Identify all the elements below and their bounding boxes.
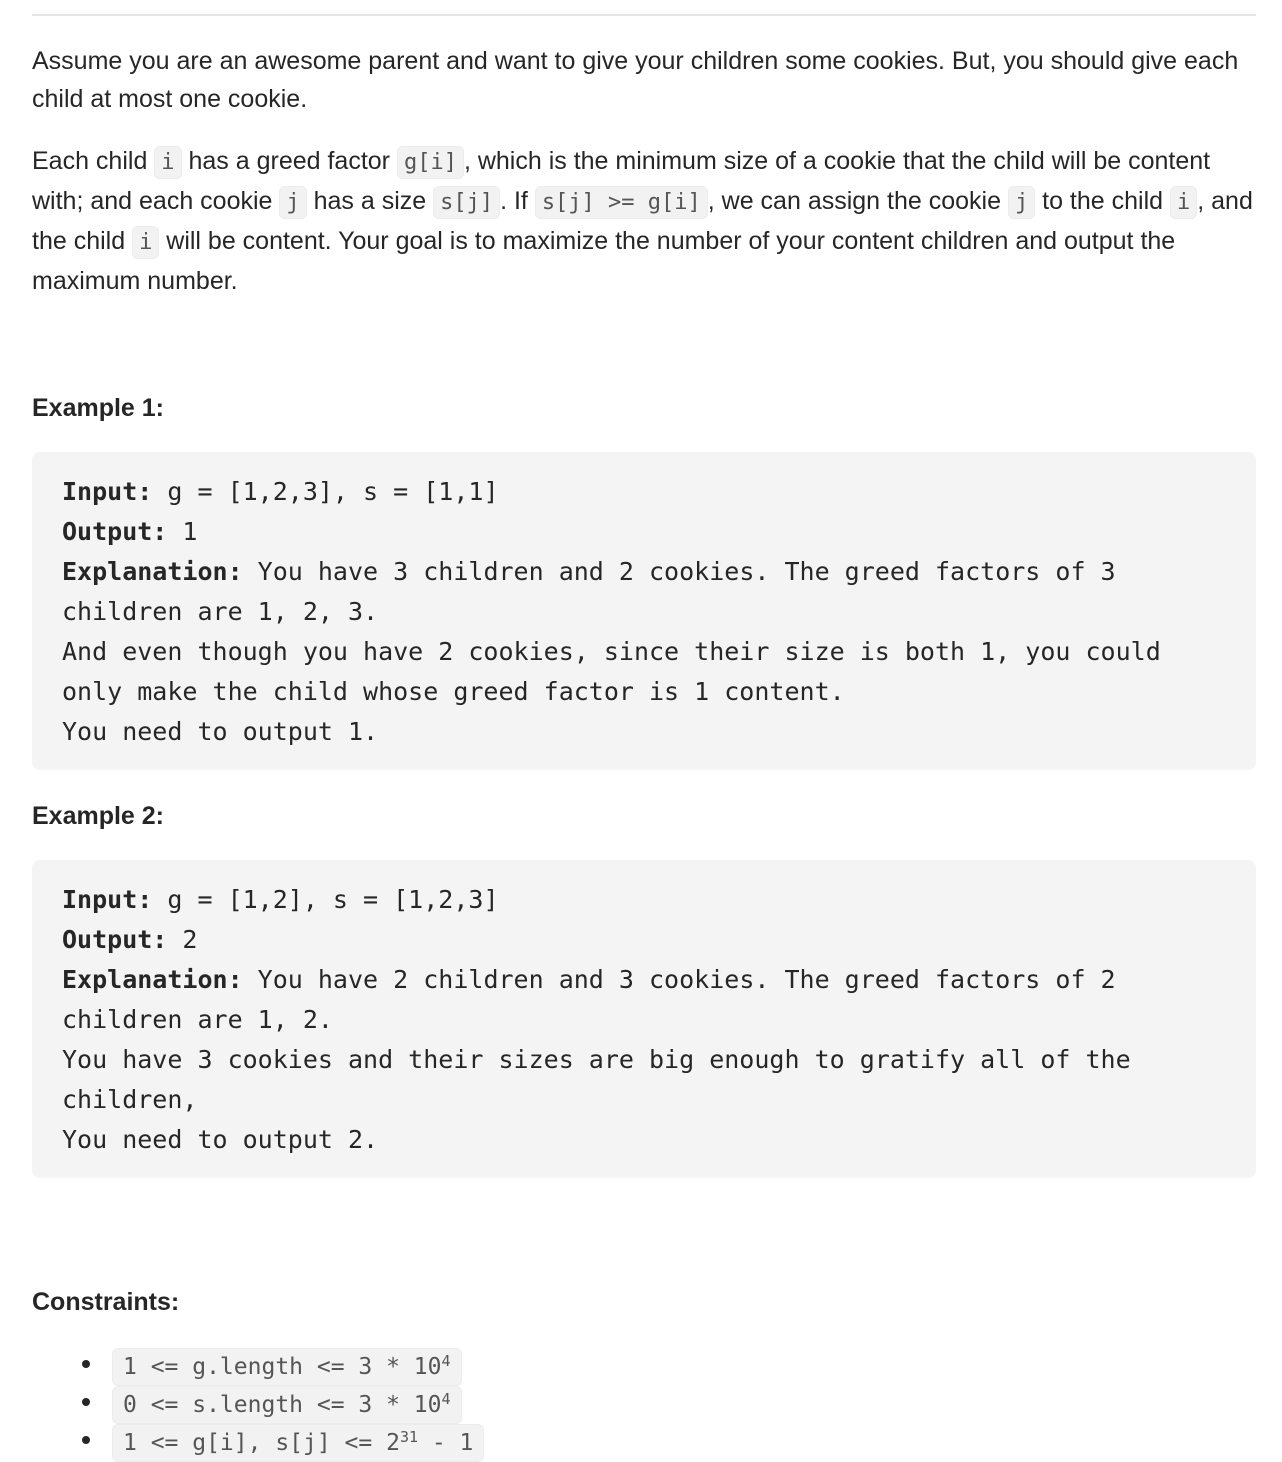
problem-description (32, 42, 1256, 1462)
constraint-text: 0 <= s.length <= 3 * 10 (123, 1392, 442, 1418)
constraint-text: 1 <= g.length <= 3 * 10 (123, 1354, 442, 1380)
constraint-item (32, 1386, 1256, 1424)
text-fragment: , which is the minimum size of a cookie that the child will be content with; and each cookie (32, 147, 1211, 215)
example-1-title: Example 1: (32, 394, 165, 422)
top-divider (32, 14, 1256, 16)
input-label: Input: (62, 885, 153, 914)
text-fragment: to the child (1035, 187, 1170, 215)
text-fragment: , and the child (32, 187, 1253, 255)
code-i: i (1170, 186, 1197, 219)
code-i: i (154, 146, 181, 179)
explanation-text: You have 2 children and 3 cookies. The greed factors of 2 children are 1, 2. You have 3 cookies and their sizes are big enough to gratify all of the children, You need to output 2. (62, 965, 1131, 1154)
explanation-text: You have 3 children and 2 cookies. The greed factors of 3 children are 1, 2, 3. And even though you have 2 cookies, since their size is both 1, you could only make the child whose greed factor is 1 content. You need to output 1. (62, 557, 1161, 746)
input-label: Input: (62, 477, 153, 506)
constraint-tail: - 1 (418, 1430, 474, 1456)
example-2-block (32, 860, 1256, 1178)
text-fragment: , we can assign the cookie (707, 187, 1008, 215)
text-fragment: will be content. Your goal is to maximize the number of your content children and output the maximum number. (32, 227, 1176, 295)
code-s-j: s[j] (433, 186, 500, 219)
constraint-code (112, 1424, 484, 1462)
explanation-label: Explanation: (62, 557, 243, 586)
bullet-icon (82, 1360, 90, 1368)
constraint-text: 1 <= g[i], s[j] <= 2 (123, 1430, 400, 1456)
input-value: g = [1,2,3], s = [1,1] (152, 477, 499, 506)
output-value: 1 (167, 517, 198, 546)
text-fragment: . If (500, 187, 535, 215)
text-fragment: has a greed factor (181, 147, 397, 175)
text-fragment: has a size (306, 187, 434, 215)
constraint-exponent: 4 (441, 1352, 451, 1370)
constraints-list (32, 1348, 1256, 1462)
greed-factor-paragraph (32, 142, 1256, 300)
example-2-title: Example 2: (32, 802, 165, 830)
input-value: g = [1,2], s = [1,2,3] (152, 885, 499, 914)
constraint-code (112, 1386, 462, 1424)
text-fragment: Each child (32, 147, 155, 175)
constraint-item (32, 1348, 1256, 1386)
output-label: Output: (62, 517, 168, 546)
example-1-block (32, 452, 1256, 770)
output-label: Output: (62, 925, 168, 954)
constraint-item (32, 1424, 1256, 1462)
constraints-title: Constraints: (32, 1288, 180, 1316)
code-i: i (132, 226, 159, 259)
code-j: j (279, 186, 306, 219)
bullet-icon (82, 1398, 90, 1406)
bullet-icon (82, 1436, 90, 1444)
constraint-exponent: 4 (441, 1390, 451, 1408)
intro-paragraph: Assume you are an awesome parent and want to give your children some cookies. But, you should give each child at most one cookie. (32, 47, 1239, 113)
constraint-code (112, 1348, 462, 1386)
code-condition: s[j] >= g[i] (535, 186, 708, 219)
constraint-exponent: 31 (399, 1428, 419, 1446)
code-g-i: g[i] (397, 146, 464, 179)
output-value: 2 (167, 925, 198, 954)
code-j: j (1008, 186, 1035, 219)
explanation-label: Explanation: (62, 965, 243, 994)
